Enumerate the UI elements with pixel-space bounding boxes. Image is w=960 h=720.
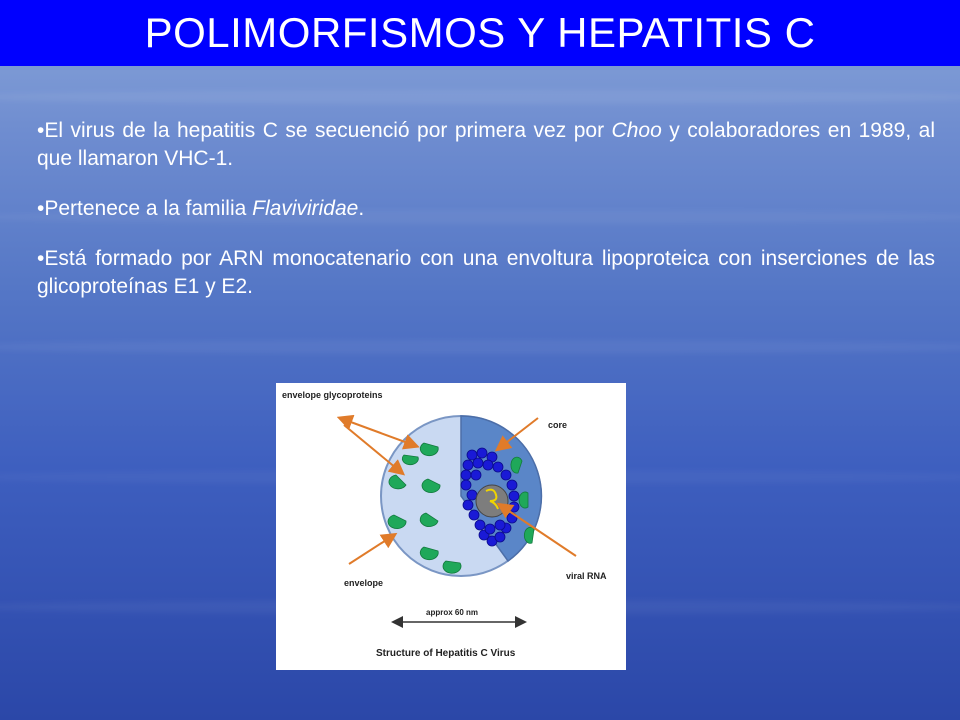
figure-caption: Structure of Hepatitis C Virus bbox=[376, 648, 516, 659]
label-core: core bbox=[548, 420, 568, 430]
slide-title: POLIMORFISMOS Y HEPATITIS C bbox=[144, 9, 816, 56]
title-bar bbox=[0, 0, 960, 66]
bullet-marker: • bbox=[37, 247, 45, 270]
label-envelope-glycoproteins: envelope glycoproteins bbox=[282, 390, 383, 400]
bullet-list bbox=[37, 117, 935, 323]
hcv-structure-figure bbox=[276, 383, 626, 670]
bullet-2 bbox=[37, 195, 935, 223]
virus-particle bbox=[381, 416, 541, 576]
bullet-marker: • bbox=[37, 197, 45, 220]
bullet-2-italic: Flaviviridae bbox=[252, 197, 359, 220]
label-scale: approx 60 nm bbox=[426, 608, 479, 617]
label-viral-rna: viral RNA bbox=[566, 571, 607, 581]
bullet-2-text-b: . bbox=[358, 197, 365, 220]
bullet-1-text-b: y colaboradores en 1989, al que llamaron VHC-1. bbox=[37, 119, 935, 170]
bullet-marker: • bbox=[37, 119, 45, 142]
bullet-1 bbox=[37, 117, 935, 173]
bullet-1-italic: Choo bbox=[611, 119, 662, 142]
label-envelope: envelope bbox=[344, 578, 384, 588]
bullet-3 bbox=[37, 245, 935, 301]
hcv-diagram bbox=[276, 383, 626, 670]
bullet-1-text-a: El virus de la hepatitis C se secuenció por primera vez por bbox=[44, 119, 612, 142]
bullet-2-text-a: Pertenece a la familia bbox=[44, 197, 253, 220]
bullet-3-text: Está formado por ARN monocatenario con una envoltura lipoproteica con inserciones de las glicoproteínas E1 y E2. bbox=[37, 247, 935, 298]
